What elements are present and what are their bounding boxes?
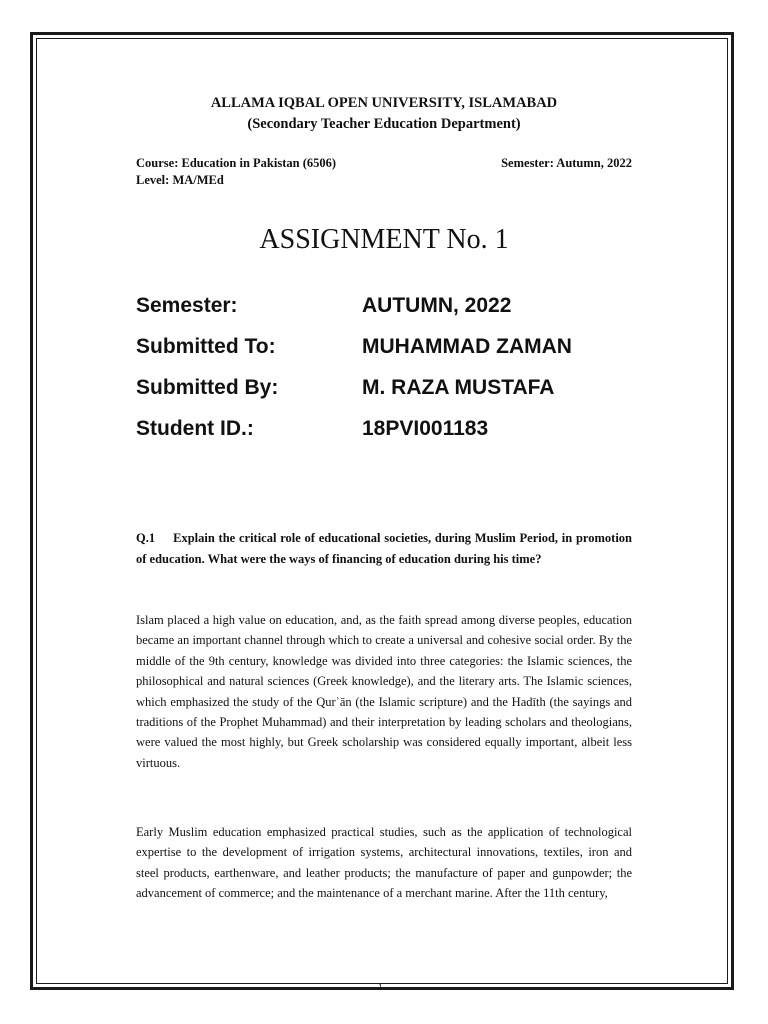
detail-label: Semester: [136, 294, 238, 317]
detail-label: Student ID.: [136, 417, 254, 440]
question-block [136, 528, 632, 570]
answer-paragraph-1: Islam placed a high value on education, and, as the faith spread among diverse peoples, education became an important channel through which to create a universal and cohesive social order. By the middle of the 9th century, knowledge was divided into three categories: the Islamic sciences, the philosophical and natural sciences (Greek knowledge), and the literary arts. The Islamic sciences, which emphasized the study of the Qurʾān (the Islamic scripture) and the Hadīth (the sayings and traditions of the Prophet Muhammad) and their interpretation by leading scholars and theologians, were valued the most highly, but Greek scholarship was considered equally important, albeit less virtuous. [136, 613, 632, 770]
detail-value: 18PVI001183 [362, 417, 489, 440]
semester-info: Semester: Autumn, 2022 [501, 156, 632, 170]
detail-label: Submitted To: [136, 335, 276, 358]
assignment-title: ASSIGNMENT No. 1 [259, 224, 509, 255]
university-name: ALLAMA IQBAL OPEN UNIVERSITY, ISLAMABAD [210, 95, 558, 111]
department-name: (Secondary Teacher Education Department) [247, 116, 521, 132]
page-number: 1 [378, 982, 383, 992]
detail-row-semester [136, 294, 511, 318]
course-row [136, 156, 632, 171]
answer-paragraph-2: Early Muslim education emphasized practical studies, such as the application of technological expertise to the development of irrigation systems, architectural innovations, textiles, iron and steel products, earthenware, and leather products; the manufacture of paper and gunpowder; the advancement of commerce; and the maintenance of a merchant marine. After the 11th century, [136, 825, 632, 901]
detail-row-student-id [136, 417, 488, 441]
detail-value: MUHAMMAD ZAMAN [362, 335, 572, 358]
level-info: Level: MA/MEd [136, 173, 224, 187]
course-name: Course: Education in Pakistan (6506) [136, 156, 337, 170]
detail-row-submitted-by [136, 376, 554, 400]
detail-label: Submitted By: [136, 376, 279, 399]
question-number: Q.1 [136, 531, 156, 545]
detail-value: AUTUMN, 2022 [362, 294, 512, 317]
detail-value: M. RAZA MUSTAFA [362, 376, 555, 399]
question-text: Explain the critical role of educational societies, during Muslim Period, in promotion of education. What were the ways of financing of education during his time? [136, 531, 632, 566]
detail-row-submitted-to [136, 335, 572, 359]
